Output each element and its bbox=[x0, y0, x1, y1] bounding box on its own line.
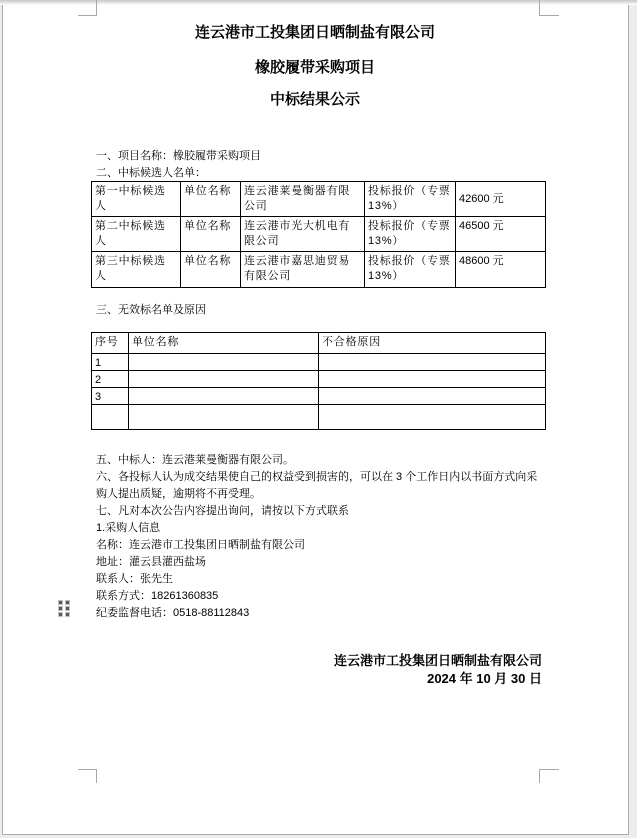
buyer-info-heading: 1.采购人信息 bbox=[96, 522, 161, 534]
title-company: 连云港市工投集团日晒制盐有限公司 bbox=[194, 24, 435, 41]
drag-dot bbox=[59, 607, 62, 610]
candidate-row-3 bbox=[92, 252, 546, 288]
reason-cell bbox=[319, 371, 546, 388]
title-project: 橡胶履带采购项目 bbox=[254, 59, 375, 76]
paragraph-drag-handle-icon[interactable] bbox=[59, 601, 69, 617]
unit-cell bbox=[129, 354, 319, 371]
unit-name: 连云港莱曼衡器有限公司 bbox=[241, 182, 365, 217]
reason-cell bbox=[319, 388, 546, 405]
bid-label: 投标报价（专票13%） bbox=[365, 182, 456, 217]
unit-name: 连云港市光大机电有限公司 bbox=[241, 217, 365, 252]
bid-amount: 42600 元 bbox=[456, 182, 546, 217]
header-reason: 不合格原因 bbox=[319, 333, 546, 354]
serial-cell bbox=[92, 405, 129, 430]
serial-cell: 3 bbox=[92, 388, 129, 405]
drag-dot bbox=[66, 601, 69, 604]
reason-cell bbox=[319, 354, 546, 371]
drag-dot bbox=[66, 613, 69, 616]
buyer-address-line: 地址：灌云县灌西盐场 bbox=[96, 556, 206, 568]
paragraph-item7: 七、凡对本次公告内容提出询问，请按以下方式联系 bbox=[96, 505, 349, 517]
buyer-name-line: 名称：连云港市工投集团日晒制盐有限公司 bbox=[96, 539, 305, 551]
paragraph-item1: 一、项目名称：橡胶履带采购项目 bbox=[96, 150, 261, 162]
candidate-rank: 第二中标候选人 bbox=[92, 217, 181, 252]
unit-label: 单位名称 bbox=[181, 217, 241, 252]
unit-name: 连云港市嘉思迪贸易有限公司 bbox=[241, 252, 365, 288]
candidate-rank: 第三中标候选人 bbox=[92, 252, 181, 288]
invalid-header-row bbox=[92, 333, 546, 354]
invalid-row-4 bbox=[92, 405, 546, 430]
candidate-row-2 bbox=[92, 217, 546, 252]
paragraph-item6: 六、各投标人认为成交结果使自己的权益受到损害的，可以在 3 个工作日内以书面方式向采购人提出质疑，逾期将不再受理。 bbox=[96, 471, 538, 500]
invalid-row-3 bbox=[92, 388, 546, 405]
signature-company: 连云港市工投集团日晒制盐有限公司 bbox=[333, 653, 542, 668]
unit-cell bbox=[129, 388, 319, 405]
candidate-row-1 bbox=[92, 182, 546, 217]
unit-cell bbox=[129, 405, 319, 430]
reason-cell bbox=[319, 405, 546, 430]
candidate-rank: 第一中标候选人 bbox=[92, 182, 181, 217]
candidates-table bbox=[91, 181, 546, 288]
serial-cell: 1 bbox=[92, 354, 129, 371]
supervision-phone-line: 纪委监督电话：0518-88112843 bbox=[96, 607, 250, 619]
buyer-contact-line: 联系人：张先生 bbox=[96, 573, 173, 585]
paragraph-item2: 二、中标候选人名单： bbox=[96, 167, 206, 179]
bid-label: 投标报价（专票13%） bbox=[365, 217, 456, 252]
header-unit-name: 单位名称 bbox=[129, 333, 319, 354]
invalid-row-1 bbox=[92, 354, 546, 371]
drag-dot bbox=[59, 613, 62, 616]
bid-amount: 48600 元 bbox=[456, 252, 546, 288]
invalid-bids-table bbox=[91, 332, 546, 430]
unit-label: 单位名称 bbox=[181, 182, 241, 217]
buyer-phone-line: 联系方式：18261360835 bbox=[96, 590, 219, 602]
paragraph-item5: 五、中标人：连云港莱曼衡器有限公司。 bbox=[96, 454, 294, 466]
signature-date: 2024 年 10 月 30 日 bbox=[427, 671, 542, 686]
serial-cell: 2 bbox=[92, 371, 129, 388]
unit-label: 单位名称 bbox=[181, 252, 241, 288]
drag-dot bbox=[59, 601, 62, 604]
drag-dot bbox=[66, 607, 69, 610]
bid-amount: 46500 元 bbox=[456, 217, 546, 252]
header-serial: 序号 bbox=[92, 333, 129, 354]
bid-label: 投标报价（专票13%） bbox=[365, 252, 456, 288]
title-announcement: 中标结果公示 bbox=[269, 91, 360, 108]
paragraph-item3: 三、无效标名单及原因 bbox=[96, 304, 206, 316]
invalid-row-2 bbox=[92, 371, 546, 388]
unit-cell bbox=[129, 371, 319, 388]
